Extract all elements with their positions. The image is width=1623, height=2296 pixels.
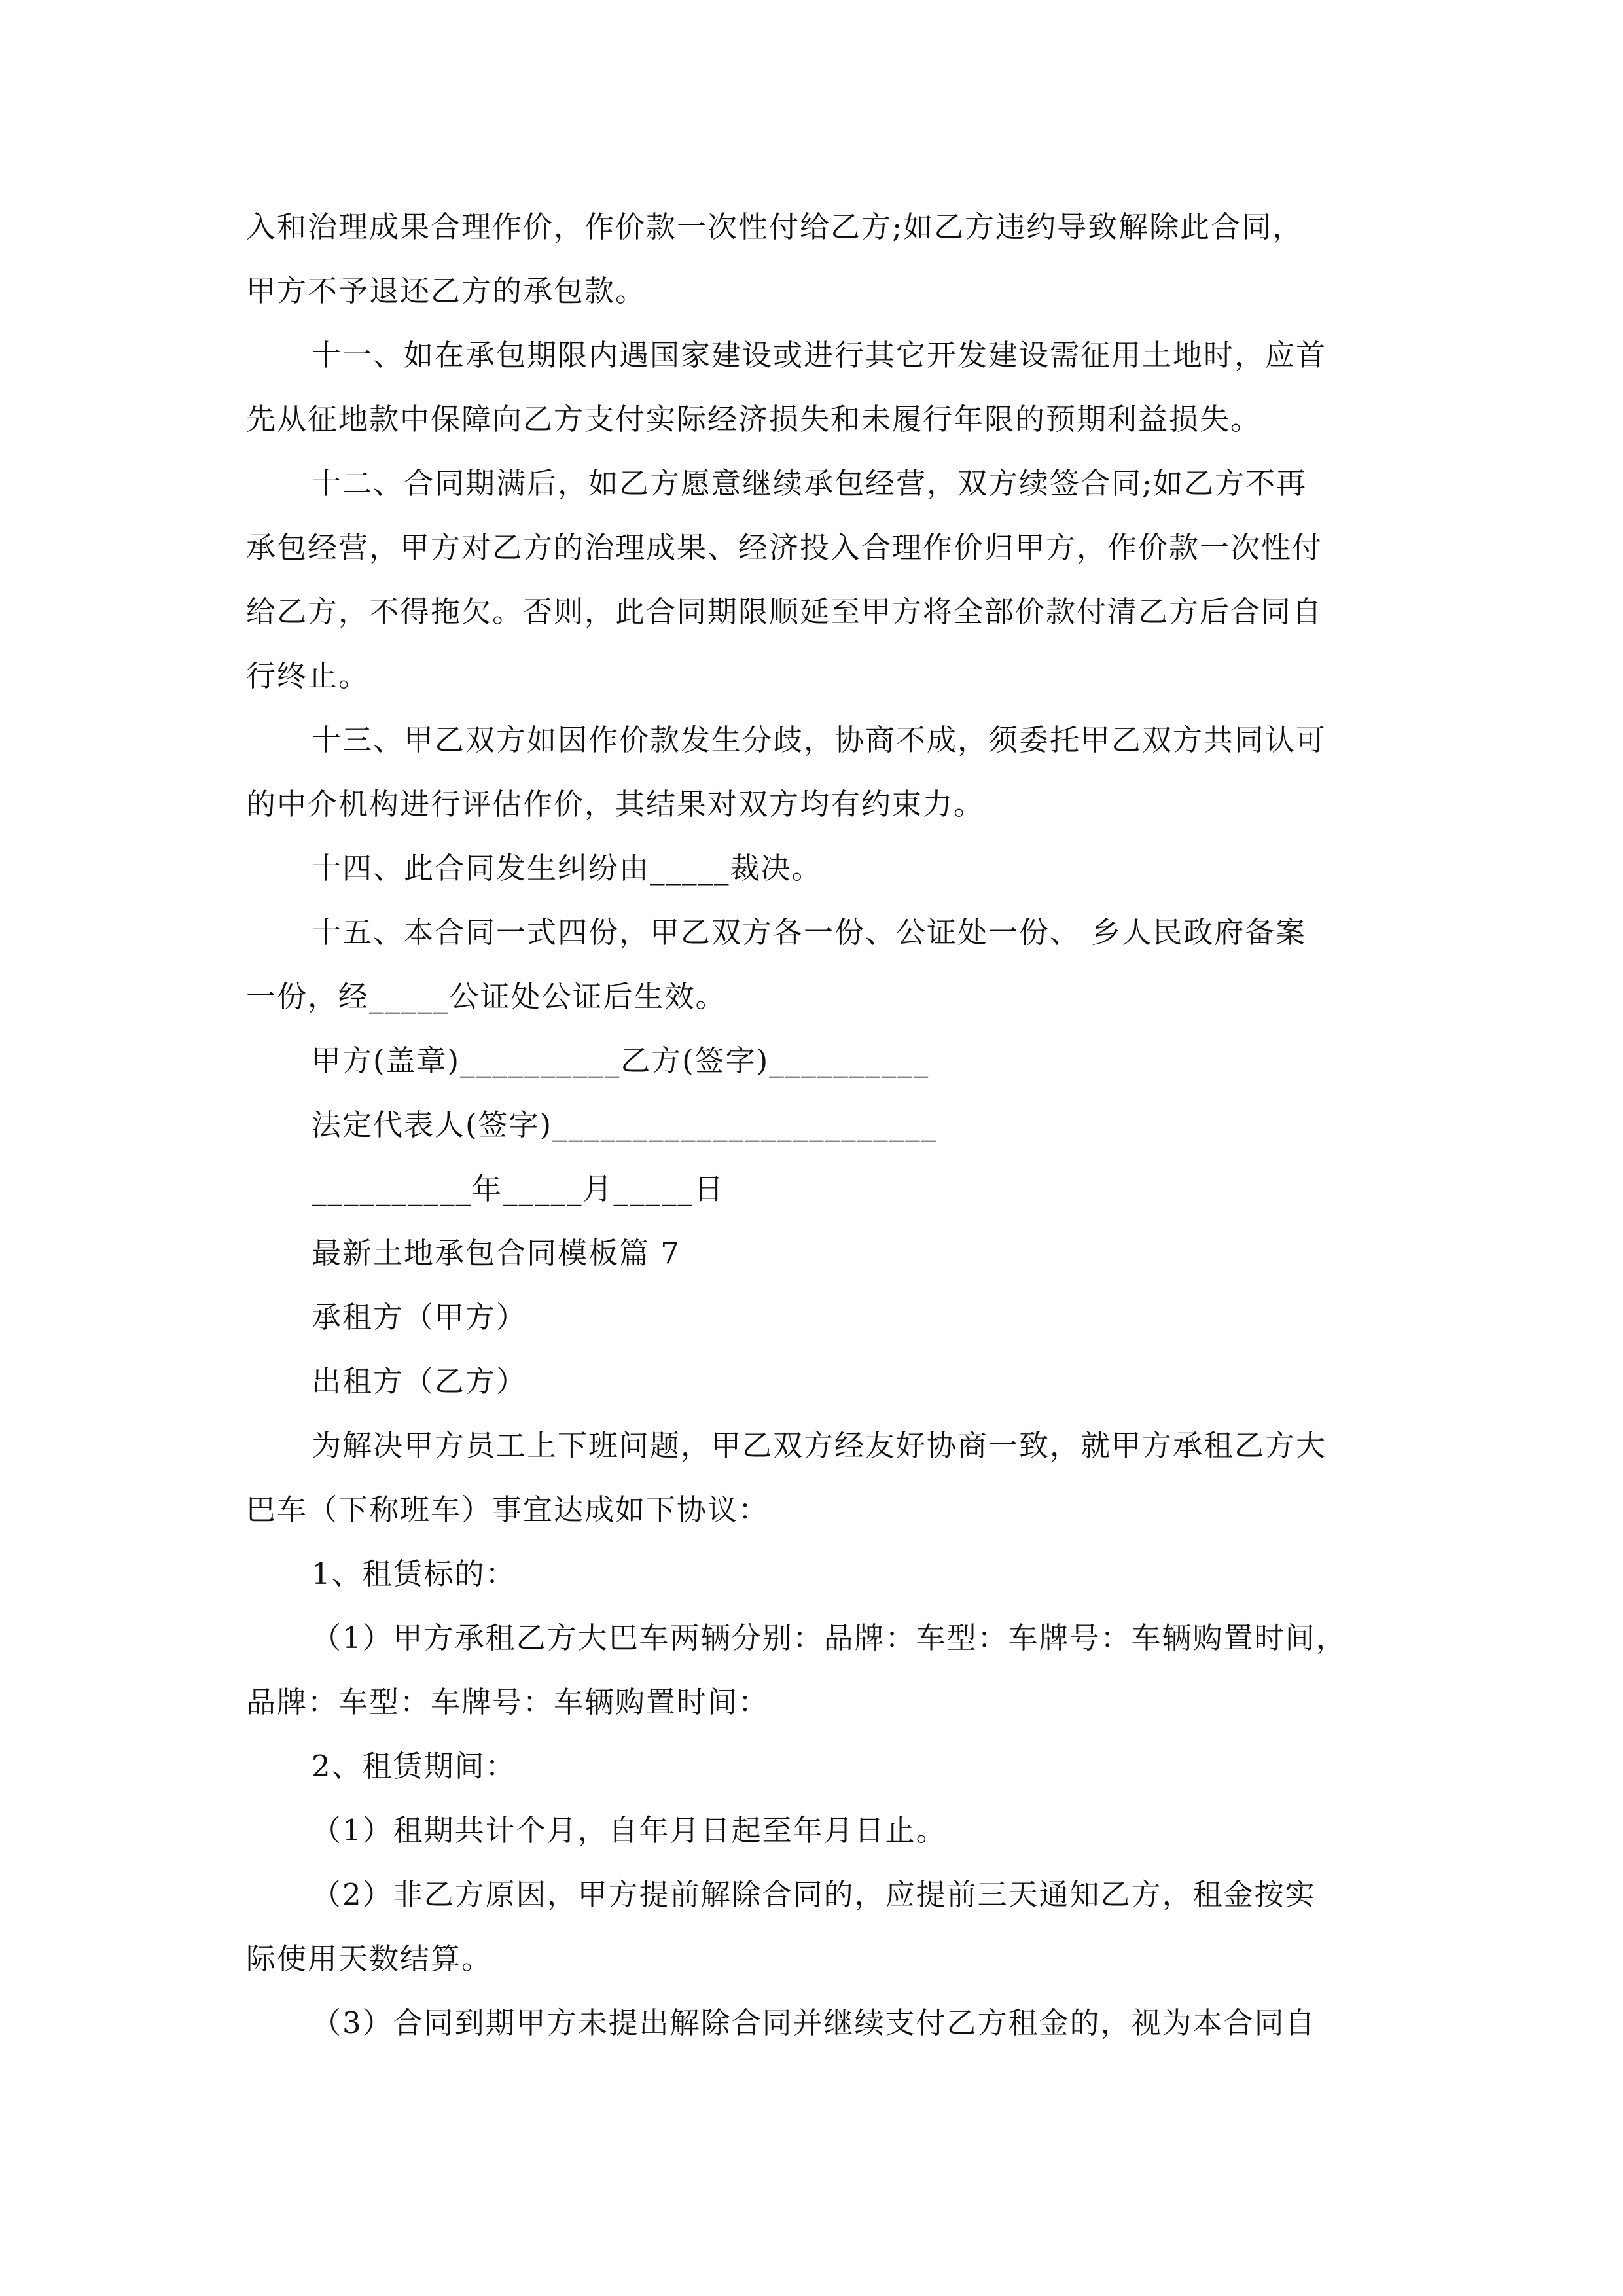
clause-heading: 2、租赁期间： bbox=[312, 1749, 516, 1784]
paragraph-line: 十一、如在承包期限内遇国家建设或进行其它开发建设需征用土地时，应首 bbox=[312, 338, 1327, 372]
paragraph-line: 为解决甲方员工上下班问题，甲乙双方经友好协商一致，就甲方承租乙方大 bbox=[312, 1428, 1327, 1463]
paragraph-line: 的中介机构进行评估作价，其结果对双方均有约束力。 bbox=[246, 787, 985, 821]
section-heading: 最新土地承包合同模板篇 7 bbox=[312, 1236, 681, 1270]
paragraph-line: 入和治理成果合理作价，作价款一次性付给乙方;如乙方违约导致解除此合同， bbox=[246, 209, 1304, 244]
paragraph-line: 十四、此合同发生纠纷由_____裁决。 bbox=[312, 851, 823, 886]
paragraph-line: 际使用天数结算。 bbox=[246, 1941, 493, 1976]
paragraph-line: 十五、本合同一式四份，甲乙双方各一份、公证处一份、 乡人民政府备案 bbox=[312, 915, 1307, 950]
date-line: __________年_____月_____日 bbox=[312, 1172, 725, 1206]
paragraph-line: 十三、甲乙双方如因作价款发生分歧，协商不成，须委托甲乙双方共同认可 bbox=[312, 723, 1327, 757]
paragraph-line: 给乙方，不得拖欠。否则，此合同期限顺延至甲方将全部价款付清乙方后合同自 bbox=[246, 594, 1323, 629]
paragraph-line: （3）合同到期甲方未提出解除合同并继续支付乙方租金的，视为本合同自 bbox=[312, 2005, 1316, 2040]
paragraph-line: 甲方不予退还乙方的承包款。 bbox=[246, 274, 647, 308]
paragraph-line: 品牌：车型：车牌号：车辆购置时间： bbox=[246, 1685, 770, 1719]
paragraph-line: 先从征地款中保障向乙方支付实际经济损失和未履行年限的预期利益损失。 bbox=[246, 402, 1262, 437]
signature-line-representative: 法定代表人(签字)________________________ bbox=[312, 1107, 938, 1142]
paragraph-line: 一份，经_____公证处公证后生效。 bbox=[246, 979, 726, 1014]
signature-line-party: 甲方(盖章)__________乙方(签字)__________ bbox=[312, 1043, 930, 1078]
paragraph-line: （2）非乙方原因，甲方提前解除合同的，应提前三天通知乙方，租金按实 bbox=[312, 1877, 1316, 1912]
paragraph-line: （1）甲方承租乙方大巴车两辆分别：品牌：车型：车牌号：车辆购置时间， bbox=[312, 1621, 1347, 1655]
party-lessor: 出租方（乙方） bbox=[312, 1364, 527, 1399]
paragraph-line: 行终止。 bbox=[246, 658, 370, 693]
paragraph-line: 十二、合同期满后，如乙方愿意继续承包经营，双方续签合同;如乙方不再 bbox=[312, 466, 1308, 501]
document-body bbox=[246, 195, 1382, 2055]
party-lessee: 承租方（甲方） bbox=[312, 1300, 527, 1335]
paragraph-line: 巴车（下称班车）事宜达成如下协议： bbox=[246, 1492, 770, 1527]
paragraph-line: 承包经营，甲方对乙方的治理成果、经济投入合理作价归甲方，作价款一次性付 bbox=[246, 530, 1323, 565]
paragraph-line: （1）租期共计个月，自年月日起至年月日止。 bbox=[312, 1813, 947, 1848]
clause-heading: 1、租赁标的： bbox=[312, 1556, 516, 1591]
